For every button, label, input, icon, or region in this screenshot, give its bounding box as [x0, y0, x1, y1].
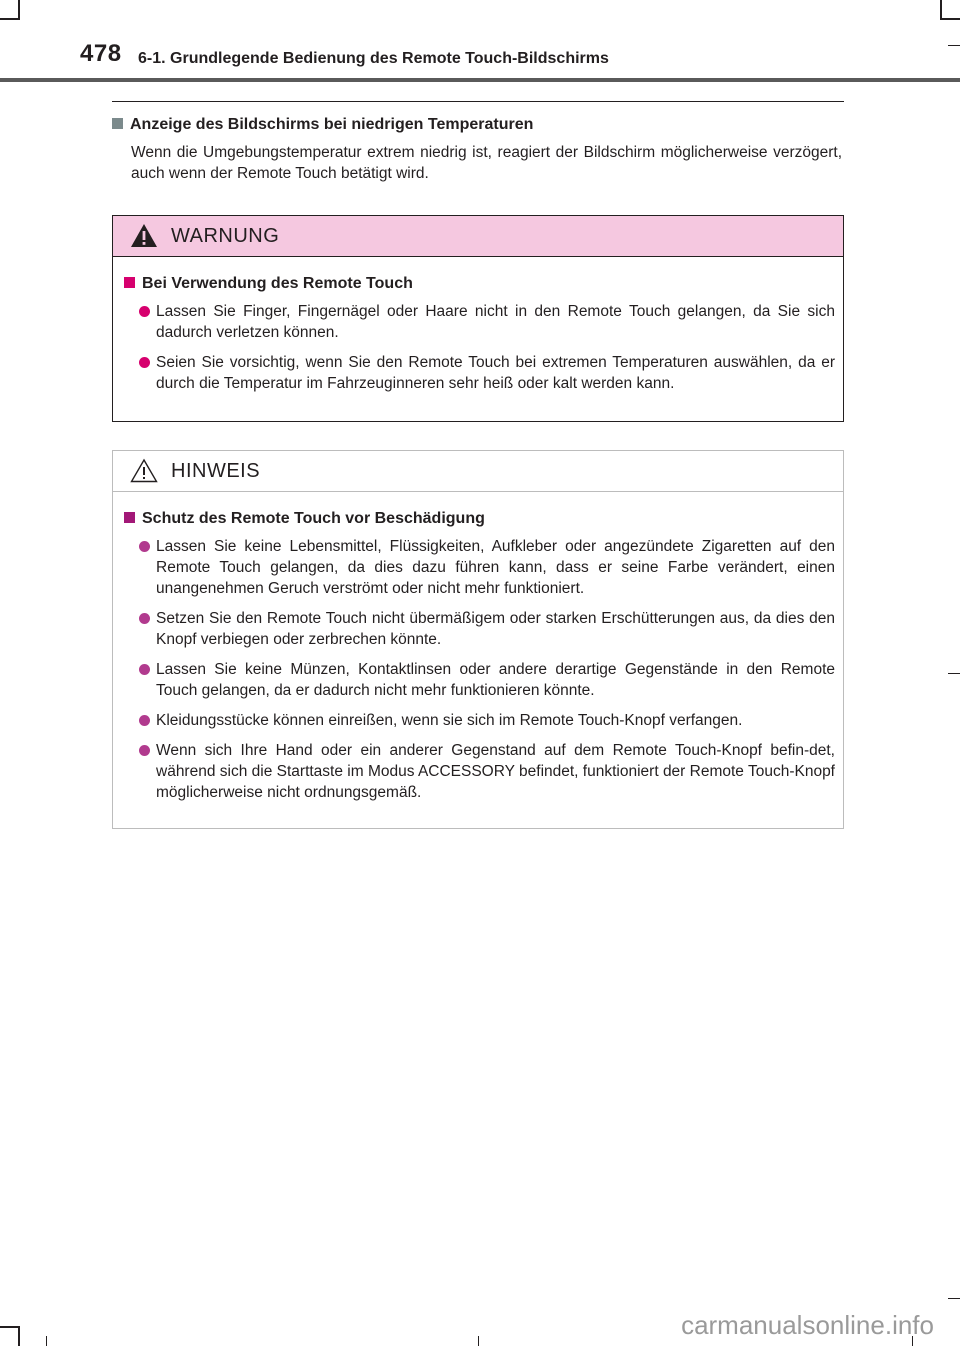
page-title: 6-1. Grundlegende Bedienung des Remote Touch-Bildschirms: [138, 50, 609, 67]
warning-content: [113, 257, 843, 394]
crop-mark: [46, 1336, 47, 1346]
note-header: [113, 451, 843, 492]
crop-mark: [478, 1336, 479, 1346]
intro-heading: [112, 116, 842, 134]
bullet-dot-icon: [139, 715, 150, 726]
section-divider: [112, 101, 844, 102]
bullet-dot-icon: [139, 664, 150, 675]
warning-box: [112, 215, 844, 422]
square-bullet-icon: [112, 118, 123, 129]
list-item: [124, 659, 835, 701]
square-bullet-icon: [124, 512, 135, 523]
note-box: [112, 450, 844, 829]
header-rule: [0, 78, 960, 82]
bullet-dot-icon: [139, 357, 150, 368]
page-number: 478: [80, 40, 122, 67]
intro-body: Wenn die Umgebungstemperatur extrem niedrig ist, reagiert der Bildschirm möglicherweise verzögert, auch wenn der Remote Touch betätigt wird.: [131, 144, 842, 182]
warning-subheading-text: Bei Verwendung des Remote Touch: [142, 275, 413, 292]
list-item-text: Lassen Sie keine Lebensmittel, Flüssigkeiten, Aufkleber oder angezündete Zigaretten auf den Remote Touch gelangen, da dies dazu führen kann, dass er seine Farbe verändert, einen unangenehmen Geruch verströmt oder nicht mehr funktioniert.: [156, 538, 835, 597]
list-item: [124, 352, 835, 394]
list-item: [124, 301, 835, 343]
list-item-text: Lassen Sie Finger, Fingernägel oder Haare nicht in den Remote Touch gelangen, da Sie sich dadurch verletzen können.: [156, 303, 835, 341]
watermark: carmanualsonline.info: [681, 1310, 934, 1340]
crop-mark: [948, 1298, 960, 1299]
bullet-dot-icon: [139, 613, 150, 624]
crop-mark: [0, 1326, 18, 1328]
list-item-text: Setzen Sie den Remote Touch nicht übermäßigem oder starken Erschütterungen aus, da dies den Knopf verbiegen oder zerbrechen könnte.: [156, 610, 835, 648]
note-subheading-text: Schutz des Remote Touch vor Beschädigung: [142, 510, 485, 527]
page-header: [0, 0, 960, 82]
note-subheading: [124, 510, 835, 528]
crop-mark: [18, 1326, 20, 1346]
list-item: [124, 536, 835, 599]
intro-heading-text: Anzeige des Bildschirms bei niedrigen Temperaturen: [130, 116, 534, 133]
crop-mark: [948, 673, 960, 674]
list-item: [124, 740, 835, 803]
square-bullet-icon: [124, 277, 135, 288]
bullet-dot-icon: [139, 745, 150, 756]
intro-section: [112, 116, 842, 184]
bullet-dot-icon: [139, 541, 150, 552]
list-item-text: Kleidungsstücke können einreißen, wenn sie sich im Remote Touch-Knopf verfangen.: [156, 712, 743, 729]
caution-triangle-icon: [130, 458, 158, 483]
list-item: [124, 710, 835, 731]
warning-header: [113, 216, 843, 257]
warning-subheading: [124, 275, 835, 293]
list-item-text: Lassen Sie keine Münzen, Kontaktlinsen oder andere derartige Gegenstände in den Remote Touch gelangen, da er dadurch nicht mehr funktionieren könnte.: [156, 661, 835, 699]
list-item: [124, 608, 835, 650]
warning-triangle-icon: [130, 223, 158, 248]
bullet-dot-icon: [139, 306, 150, 317]
list-item-text: Seien Sie vorsichtig, wenn Sie den Remote Touch bei extremen Temperaturen auswählen, da er durch die Temperatur im Fahrzeuginneren sehr heiß oder kalt werden kann.: [156, 354, 835, 392]
list-item-text: Wenn sich Ihre Hand oder ein anderer Gegenstand auf dem Remote Touch-Knopf befin-det, während sich die Starttaste im Modus ACCESSORY befindet, funktioniert der Remote Touch-Knopf möglicherweise nicht ordnungsgemäß.: [156, 742, 835, 801]
warning-label: WARNUNG: [171, 225, 280, 247]
note-label: HINWEIS: [171, 460, 261, 482]
note-content: [113, 492, 843, 803]
